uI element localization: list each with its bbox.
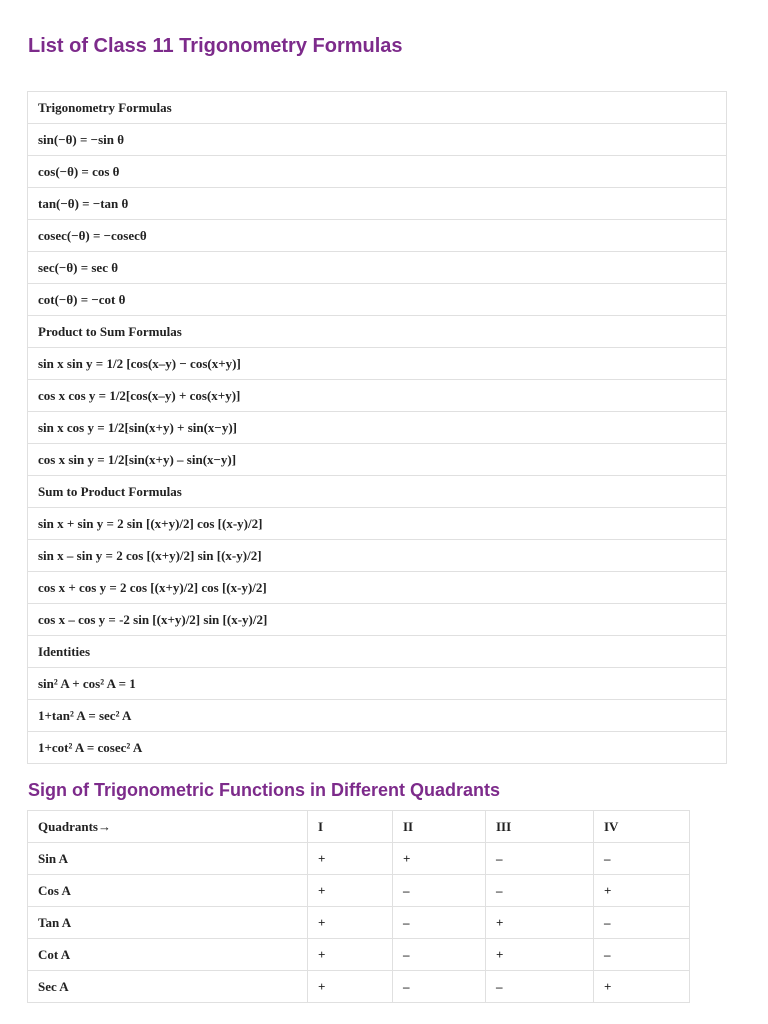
formula-row (28, 604, 726, 636)
formula-text: cos x sin y = 1/2[sin(x+y) – sin(x−y)] (38, 452, 237, 467)
sign-cell: + (393, 843, 486, 875)
sign-cell: – (393, 971, 486, 1003)
formula-text: 1+cot² A = cosec² A (38, 740, 143, 755)
formula-row (28, 412, 726, 444)
formula-text: cos x + cos y = 2 cos [(x+y)/2] cos [(x-y)/2] (38, 580, 267, 595)
section-heading: Trigonometry Formulas (38, 100, 172, 115)
formula-text: tan(−θ) = −tan θ (38, 196, 129, 211)
formula-row (28, 380, 726, 412)
function-cell: Sec A (28, 971, 308, 1003)
section-heading-row (28, 476, 726, 508)
formula-row (28, 540, 726, 572)
quadrants-table (27, 810, 690, 1003)
sign-cell: + (308, 875, 393, 907)
section-heading: Product to Sum Formulas (38, 324, 182, 339)
formula-text: sin x cos y = 1/2[sin(x+y) + sin(x−y)] (38, 420, 237, 435)
header-cell-quadrant-3: III (486, 811, 594, 843)
formula-text: cot(−θ) = −cot θ (38, 292, 126, 307)
sign-cell: + (308, 907, 393, 939)
header-cell-quadrant-4: IV (594, 811, 690, 843)
sign-cell: – (393, 939, 486, 971)
formula-text: cosec(−θ) = −cosecθ (38, 228, 147, 243)
sign-cell: – (393, 875, 486, 907)
formula-row (28, 188, 726, 220)
formula-row (28, 284, 726, 316)
formula-row (28, 572, 726, 604)
formula-text: sin x + sin y = 2 sin [(x+y)/2] cos [(x-y)/2] (38, 516, 263, 531)
formula-text: cos x – cos y = -2 sin [(x+y)/2] sin [(x-y)/2] (38, 612, 268, 627)
sign-cell: – (486, 875, 594, 907)
formulas-table (27, 91, 727, 764)
sign-cell: – (594, 939, 690, 971)
sign-cell: – (393, 907, 486, 939)
page-title: List of Class 11 Trigonometry Formulas (28, 35, 403, 57)
formula-row (28, 252, 726, 284)
section-heading-row (28, 316, 726, 348)
formula-text: sec(−θ) = sec θ (38, 260, 118, 275)
formula-text: 1+tan² A = sec² A (38, 708, 132, 723)
sign-cell: + (308, 971, 393, 1003)
section-heading: Sum to Product Formulas (38, 484, 182, 499)
section-heading: Identities (38, 644, 90, 659)
formula-row (28, 700, 726, 732)
formula-text: cos x cos y = 1/2[cos(x–y) + cos(x+y)] (38, 388, 241, 403)
header-cell-quadrant-2: II (393, 811, 486, 843)
sign-cell: + (308, 843, 393, 875)
formula-row (28, 220, 726, 252)
formula-row (28, 668, 726, 700)
formula-text: sin² A + cos² A = 1 (38, 676, 136, 691)
formula-row (28, 124, 726, 156)
formula-text: sin x sin y = 1/2 [cos(x–y) − cos(x+y)] (38, 356, 241, 371)
quadrants-section-title: Sign of Trigonometric Functions in Different Quadrants (28, 780, 501, 800)
formula-text: cos(−θ) = cos θ (38, 164, 120, 179)
sign-cell: – (486, 971, 594, 1003)
function-cell: Cot A (28, 939, 308, 971)
formula-row (28, 348, 726, 380)
formula-row (28, 508, 726, 540)
formula-text: sin(−θ) = −sin θ (38, 132, 125, 147)
sign-cell: – (594, 843, 690, 875)
function-cell: Cos A (28, 875, 308, 907)
header-cell-quadrant-1: I (308, 811, 393, 843)
formula-row (28, 732, 726, 764)
function-cell: Sin A (28, 843, 308, 875)
formula-text: sin x – sin y = 2 cos [(x+y)/2] sin [(x-y)/2] (38, 548, 262, 563)
sign-cell: + (594, 971, 690, 1003)
formula-row (28, 444, 726, 476)
formula-row (28, 156, 726, 188)
function-cell: Tan A (28, 907, 308, 939)
sign-cell: + (594, 875, 690, 907)
section-heading-row (28, 636, 726, 668)
sign-cell: – (486, 843, 594, 875)
sign-cell: – (594, 907, 690, 939)
sign-cell: + (486, 907, 594, 939)
sign-cell: + (308, 939, 393, 971)
section-heading-row (28, 92, 726, 124)
header-cell-quadrants: Quadrants→ (28, 811, 308, 843)
sign-cell: + (486, 939, 594, 971)
